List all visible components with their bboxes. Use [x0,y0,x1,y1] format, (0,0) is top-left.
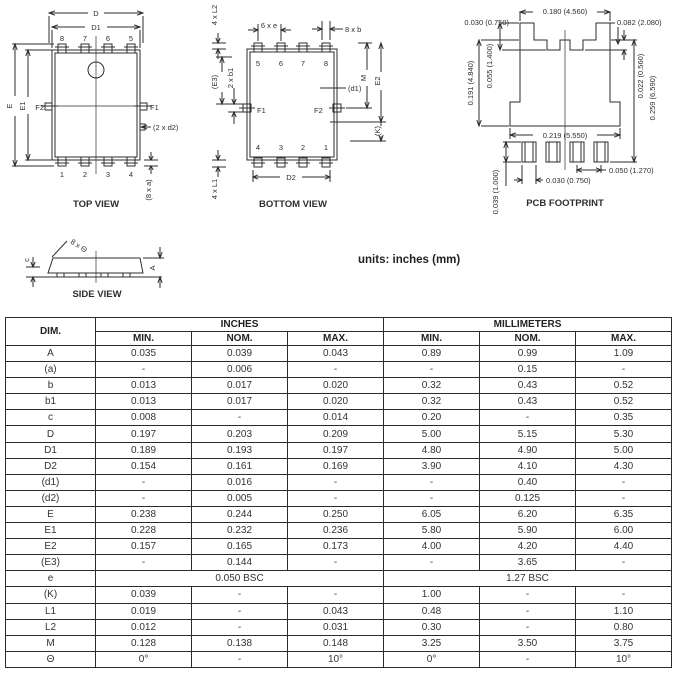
header-max: MAX. [288,332,384,346]
inches-value-cell: 0.043 [288,346,384,362]
mm-value-cell: - [384,362,480,378]
side-view-dimensions [26,241,164,288]
pin-number: 6 [105,34,111,43]
inches-value-cell: - [192,410,288,426]
dim-cell: (E3) [6,555,96,571]
table-row [6,458,672,474]
inches-value-cell: 0.250 [288,506,384,522]
dim-cell: D1 [6,442,96,458]
table-row [6,603,672,619]
inches-value-cell: 0.031 [288,619,384,635]
mm-value-cell: 1.09 [576,346,672,362]
mm-value-cell: 0.125 [480,490,576,506]
mm-value-cell: 0.15 [480,362,576,378]
mm-value-cell: 3.75 [576,635,672,651]
dim-cell: (d2) [6,490,96,506]
mm-value-cell: - [480,651,576,667]
table-row [6,555,672,571]
mm-value-cell: 0.89 [384,346,480,362]
footprint-labels [464,7,662,214]
mm-value-cell: - [576,587,672,603]
dim-label-F1: F1 [257,106,266,115]
inches-value-cell: - [288,474,384,490]
mm-value-cell: 3.65 [480,555,576,571]
mm-value-cell: 1.10 [576,603,672,619]
mm-value-cell: 4.00 [384,539,480,555]
inches-value-cell: 0.169 [288,458,384,474]
bottom-view-pins [239,43,345,167]
inches-value-cell: 0.203 [192,426,288,442]
inches-value-cell: 0.008 [96,410,192,426]
mm-value-cell: 5.90 [480,523,576,539]
mm-value-cell: 0.80 [576,619,672,635]
dim-label-body-height: 0.191 (4.840) [466,60,475,106]
dim-label-4xL1: 4 x L1 [210,178,219,200]
dim-label-F1: F1 [150,103,159,112]
dimension-table-body [6,346,672,668]
inches-value-cell: 0.013 [96,378,192,394]
pin-number: 4 [255,143,261,152]
mm-bsc-cell: 1.27 BSC [384,571,672,587]
mm-value-cell: 6.20 [480,506,576,522]
mm-value-cell: - [384,490,480,506]
pin-number: 8 [323,59,329,68]
pin-number: 3 [105,170,111,179]
pin-number: 7 [82,34,88,43]
inches-value-cell: 0.161 [192,458,288,474]
pin-number: 2 [82,170,88,179]
table-row [6,426,672,442]
inches-value-cell: 0.236 [288,523,384,539]
inches-value-cell: 0.232 [192,523,288,539]
mm-value-cell: - [576,490,672,506]
dim-label-pad-height: 0.039 (1.000) [491,169,500,215]
pcb-footprint-drawing [430,0,677,220]
dim-cell: (d1) [6,474,96,490]
inches-value-cell: 0.043 [288,603,384,619]
dim-cell: e [6,571,96,587]
mm-value-cell: 0.32 [384,378,480,394]
header-millimeters: MILLIMETERS [384,318,672,332]
mm-value-cell: 6.35 [576,506,672,522]
inches-value-cell: - [288,555,384,571]
table-row [6,523,672,539]
dim-label-4xL2: 4 x L2 [210,4,219,26]
inches-value-cell: 0.016 [192,474,288,490]
mm-value-cell: 10° [576,651,672,667]
inches-value-cell: 0.197 [288,442,384,458]
inches-value-cell: 0.148 [288,635,384,651]
dim-label-theta: 8 x Θ [68,237,89,255]
pin-number: 7 [300,59,306,68]
inches-value-cell: 0.017 [192,394,288,410]
mm-value-cell: - [576,555,672,571]
mm-value-cell: 0.43 [480,394,576,410]
mm-value-cell: 3.90 [384,458,480,474]
inches-value-cell: - [192,603,288,619]
inches-value-cell: 0.020 [288,394,384,410]
inches-value-cell: - [288,490,384,506]
table-row [6,619,672,635]
top-view-title: TOP VIEW [72,199,120,210]
dim-label-total-height: 0.259 (6.590) [648,75,657,121]
mm-value-cell: 0.30 [384,619,480,635]
dim-label-flange-width: 0.219 (5.550) [542,131,588,140]
inches-value-cell: 0.197 [96,426,192,442]
dim-label-8xb: 8 x b [345,25,362,34]
mm-value-cell: - [576,362,672,378]
inches-value-cell: - [192,587,288,603]
dim-label-E2: E2 [373,76,382,86]
pin-number: 2 [300,143,306,152]
table-row [6,410,672,426]
header-nom: NOM. [480,332,576,346]
inches-value-cell: 0.013 [96,394,192,410]
dim-cell: Θ [6,651,96,667]
pin-number: 1 [323,143,329,152]
inches-value-cell: 0.165 [192,539,288,555]
inches-value-cell: 0.173 [288,539,384,555]
dim-cell: E [6,506,96,522]
inches-value-cell: - [96,555,192,571]
dim-label-ear-width: 0.030 (0.750) [464,18,509,27]
side-view-labels [22,237,157,300]
mm-value-cell: 0.35 [576,410,672,426]
inches-value-cell: 0.244 [192,506,288,522]
dim-label-pad-pitch: 0.050 (1.270) [609,166,654,175]
inches-value-cell: 0.238 [96,506,192,522]
side-view-package-body [30,251,162,283]
units-note: units: inches (mm) [358,254,461,266]
dimension-table-header [6,318,672,346]
mm-value-cell: - [576,474,672,490]
dim-label-E1: E1 [18,101,27,111]
dim-cell: (a) [6,362,96,378]
dim-cell: D [6,426,96,442]
mm-value-cell: 3.25 [384,635,480,651]
inches-value-cell: 0.012 [96,619,192,635]
inches-value-cell: 0.144 [192,555,288,571]
inches-value-cell: 0.228 [96,523,192,539]
mm-value-cell: 0.20 [384,410,480,426]
dim-cell: M [6,635,96,651]
inches-value-cell: - [96,362,192,378]
top-view-labels [5,9,179,210]
top-view-drawing [0,0,200,215]
dim-label-D: D [93,9,99,18]
inches-value-cell: 0.039 [96,587,192,603]
mm-value-cell: 4.90 [480,442,576,458]
inches-value-cell: - [192,651,288,667]
dim-cell: L2 [6,619,96,635]
inches-value-cell: 0.039 [192,346,288,362]
table-row [6,571,672,587]
dim-label-notch-depth: 0.022 (0.560) [636,53,645,99]
mm-value-cell: 4.40 [576,539,672,555]
inches-value-cell: 0.035 [96,346,192,362]
dim-cell: D2 [6,458,96,474]
pin-number: 5 [255,59,261,68]
mm-value-cell: - [480,619,576,635]
inches-value-cell: 0.128 [96,635,192,651]
table-row [6,635,672,651]
dim-cell: (K) [6,587,96,603]
mm-value-cell: 5.30 [576,426,672,442]
inches-value-cell: 0.017 [192,378,288,394]
inches-value-cell: - [288,587,384,603]
table-row [6,587,672,603]
mm-value-cell: - [384,474,480,490]
mm-value-cell: 0.43 [480,378,576,394]
mm-value-cell: - [480,587,576,603]
inches-value-cell: 0.193 [192,442,288,458]
mm-value-cell: 0.52 [576,394,672,410]
dim-label-D1: D1 [91,23,101,32]
pin-number: 3 [278,143,284,152]
header-min: MIN. [384,332,480,346]
dim-cell: b [6,378,96,394]
dim-cell: A [6,346,96,362]
dim-cell: c [6,410,96,426]
dim-cell: b1 [6,394,96,410]
dim-label-top-width: 0.180 (4.560) [542,7,588,16]
mm-value-cell: - [480,603,576,619]
pin-number: 5 [128,34,134,43]
inches-value-cell: 0.014 [288,410,384,426]
dim-label-E3: (E3) [210,74,219,90]
footprint-pads [510,23,620,170]
mm-value-cell: 4.20 [480,539,576,555]
mm-value-cell: 0.52 [576,378,672,394]
table-row [6,346,672,362]
inches-value-cell: - [192,619,288,635]
inches-value-cell: 0.019 [96,603,192,619]
mm-value-cell: 5.00 [384,426,480,442]
mm-value-cell: 6.00 [576,523,672,539]
dim-label-2xb1: 2 x b1 [226,67,235,89]
inches-value-cell: - [288,362,384,378]
inches-value-cell: 0.157 [96,539,192,555]
mm-value-cell: 0.99 [480,346,576,362]
dim-cell: L1 [6,603,96,619]
pcb-footprint-title: PCB FOOTPRINT [526,198,604,209]
mm-value-cell: 6.05 [384,506,480,522]
mm-value-cell: 5.80 [384,523,480,539]
inches-value-cell: 0.138 [192,635,288,651]
dim-label-notch-offset: 0.082 (2.080) [617,18,662,27]
bottom-view-drawing [200,0,430,220]
inches-value-cell: 0.154 [96,458,192,474]
table-row [6,539,672,555]
dim-label-upper-height: 0.055 (1.400) [485,43,494,89]
header-min: MIN. [96,332,192,346]
header-dim: DIM. [6,318,96,346]
inches-value-cell: 0.006 [192,362,288,378]
header-max: MAX. [576,332,672,346]
mm-value-cell: 0.40 [480,474,576,490]
inches-value-cell: - [96,474,192,490]
dim-label-d1: (d1) [348,84,362,93]
inches-value-cell: 10° [288,651,384,667]
inches-value-cell: - [96,490,192,506]
inches-value-cell: 0.209 [288,426,384,442]
mm-value-cell: 0.32 [384,394,480,410]
table-row [6,362,672,378]
table-row [6,378,672,394]
mm-value-cell: 4.80 [384,442,480,458]
dim-label-pad-width: 0.030 (0.750) [546,176,591,185]
header-nom: NOM. [192,332,288,346]
mm-value-cell: - [384,555,480,571]
table-row [6,474,672,490]
dim-label-A: A [148,265,157,271]
dim-cell: E1 [6,523,96,539]
dim-label-M: M [359,74,368,82]
pin-number: 8 [59,34,65,43]
table-row [6,442,672,458]
table-row [6,506,672,522]
dim-cell: E2 [6,539,96,555]
dim-label-c: c [22,258,31,262]
bottom-view-labels [210,5,382,210]
mm-value-cell: 1.00 [384,587,480,603]
mm-value-cell: 0° [384,651,480,667]
mm-value-cell: 4.30 [576,458,672,474]
table-row [6,394,672,410]
top-view-centerlines [42,36,152,174]
mm-value-cell: 5.15 [480,426,576,442]
side-view-drawing [0,215,220,310]
pin-number: 1 [59,170,65,179]
inches-value-cell: 0.005 [192,490,288,506]
dim-label-D2: D2 [286,173,296,182]
dim-label-F2: F2 [314,106,323,115]
inches-bsc-cell: 0.050 BSC [96,571,384,587]
dim-label-6xe: 6 x e [260,21,278,30]
inches-value-cell: 0° [96,651,192,667]
dim-label-F2: F2 [35,103,44,112]
bottom-view-title: BOTTOM VIEW [259,199,327,210]
dim-label-E: E [5,103,14,109]
mm-value-cell: 5.00 [576,442,672,458]
inches-value-cell: 0.189 [96,442,192,458]
mm-value-cell: 0.48 [384,603,480,619]
side-view-title: SIDE VIEW [72,289,122,300]
dim-label-2xd2: (2 x d2) [153,123,179,132]
table-row [6,651,672,667]
pin-number: 4 [128,170,134,179]
mm-value-cell: 4.10 [480,458,576,474]
mm-value-cell: - [480,410,576,426]
dim-label-8xa: (8 x a) [144,179,153,201]
inches-value-cell: 0.020 [288,378,384,394]
dimension-table [5,317,672,668]
dim-label-K: (K) [373,126,382,136]
pin-number: 6 [278,59,284,68]
table-row [6,490,672,506]
mm-value-cell: 3.50 [480,635,576,651]
header-inches: INCHES [96,318,384,332]
